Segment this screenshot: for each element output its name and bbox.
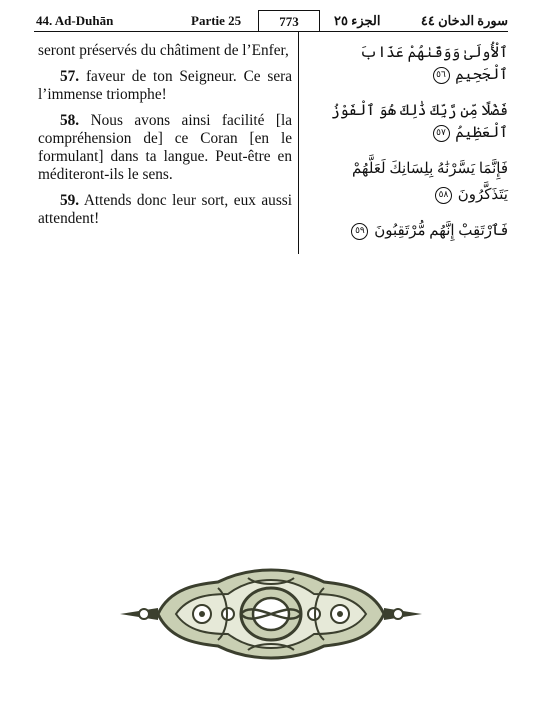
header-rule (34, 31, 508, 32)
verse-number: 57. (60, 68, 80, 85)
arabic-text-column (306, 42, 508, 256)
surah-title-fr: 44. Ad-Duhān (36, 13, 114, 28)
column-divider (298, 32, 299, 254)
ayah-number-marker: ٥٦ (433, 67, 450, 84)
arabic-verse-text: فَضْلًا مِّن رَّبِّكَ ذَٰلِكَ هُوَ ٱلْفَوْزُ ٱلْعَظِيمُ (331, 103, 508, 141)
ayah-number-marker: ٥٧ (433, 125, 450, 142)
french-verse-text: faveur de ton Seigneur. Ce sera l’immense triomphe! (38, 68, 292, 103)
page-number: 773 (258, 10, 320, 32)
ayah-number-marker: ٥٩ (351, 223, 368, 240)
ayah-number-marker: ٥٨ (435, 187, 452, 204)
arabic-verse-text: ٱلْأُولَىٰ وَوَقَىٰهُمْ عَذَابَ ٱلْجَحِيمِ (359, 45, 508, 83)
arabic-verse (306, 184, 508, 206)
arabic-verse-text: فَإِنَّمَا يَسَّرْنَٰهُ بِلِسَانِكَ لَعَلَّهُمْ (351, 161, 508, 177)
french-verse-text: Attends donc leur sort, eux aussi attendent! (38, 192, 292, 227)
arabic-verse-text: فَٱرْتَقِبْ إِنَّهُم مُّرْتَقِبُونَ (374, 223, 508, 239)
arabic-verse-text: يَتَذَكَّرُونَ (457, 187, 508, 203)
arabic-verse (306, 42, 508, 86)
juz-label-ar: الجزء ٢٥ (334, 13, 381, 28)
french-translation-column (38, 42, 292, 236)
verse-number: 58. (60, 112, 80, 129)
arabic-verse (306, 158, 508, 180)
french-verse-text: seront préservés du châtiment de l’Enfer, (38, 42, 289, 59)
arabesque-ornament-icon (118, 568, 424, 660)
french-verse (38, 42, 292, 60)
french-verse (38, 192, 292, 228)
partie-label: Partie 25 (191, 13, 242, 28)
verse-number: 59. (60, 192, 80, 209)
french-verse (38, 112, 292, 184)
french-verse (38, 68, 292, 104)
page-header (34, 10, 508, 30)
arabic-verse (306, 220, 508, 242)
french-verse-text: Nous avons ainsi facilité [la compréhension de] ce Coran [en le formulant] dans ta langue. Peut-être en méditeront-ils le sens. (38, 112, 292, 183)
arabic-verse (306, 100, 508, 144)
surah-title-ar: سورة الدخان ٤٤ (420, 13, 508, 28)
